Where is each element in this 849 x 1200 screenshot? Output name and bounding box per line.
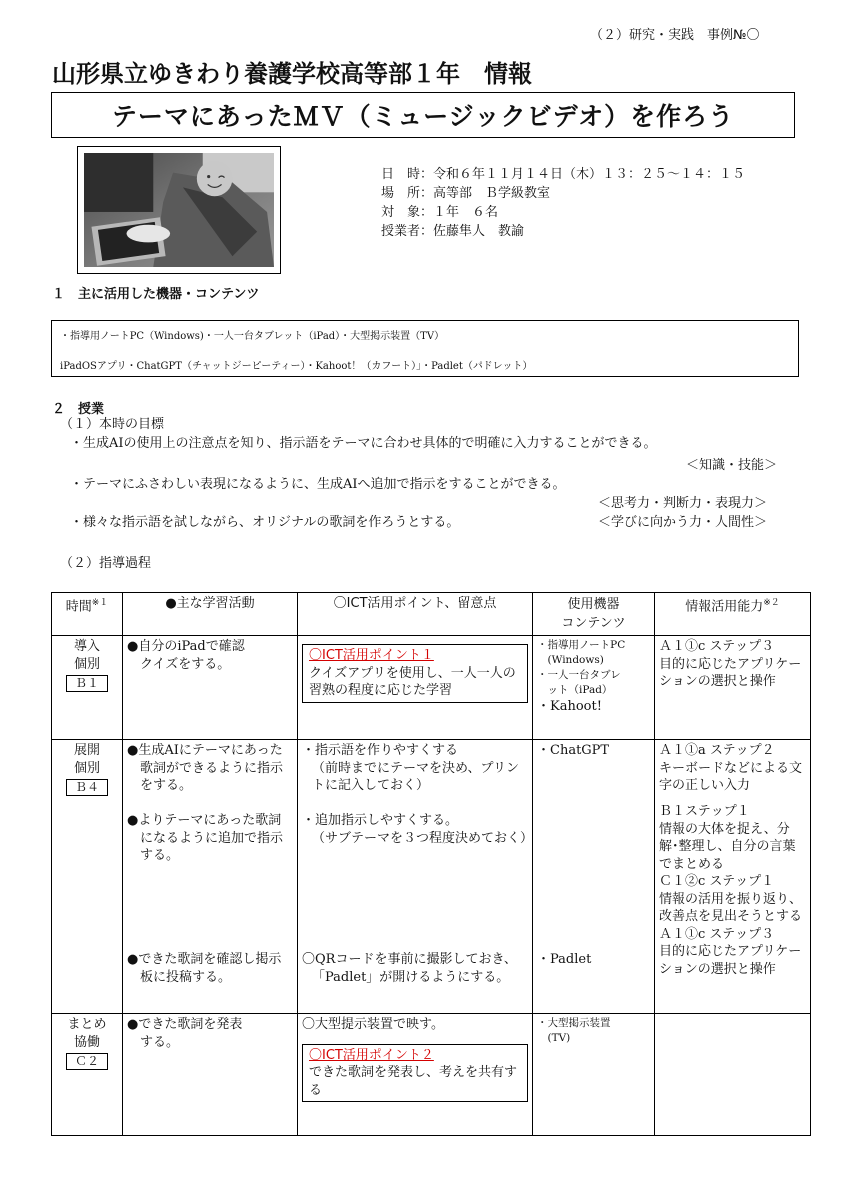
goal-2: ・テーマにふさわしい表現になるように、生成AIへ追加で指示をすることができる。 [70, 477, 566, 492]
equipment-line-1: ・指導用ノートPC（Windows)・一人一台タブレット（iPad）・大型掲示装置（TV） [60, 331, 445, 342]
page-category-tag: （２）研究・実践 事例№〇 [590, 28, 760, 43]
equipment-box [51, 320, 799, 377]
lesson-teacher: 授業者：佐藤隼人 教諭 [381, 224, 525, 239]
school-title: 山形県立ゆきわり養護学校高等部１年 情報 [52, 60, 532, 88]
section1-heading: １ 主に活用した機器・コンテンツ [52, 287, 260, 302]
lesson-target: 対 象：１年 ６名 [381, 205, 499, 220]
lesson-date: 日 時：令和６年１１月１４日（木）１３：２５～１４：１５ [381, 167, 746, 182]
header-time: 時間$^{※1}$ [52, 593, 123, 636]
row2-code: Ｂ４ [66, 779, 108, 796]
row1-activity: ●自分のiPadで確認 クイズをする。 [123, 636, 298, 740]
row3-ict: 〇大型提示装置で映す。 〇ICT活用ポイント２ できた歌詞を発表し、考えを共有する [298, 1014, 533, 1136]
goal-3-tag: ＜学びに向かう力・人間性＞ [598, 515, 768, 530]
table-row [52, 636, 811, 740]
table-row [52, 1014, 811, 1136]
goal-3: ・様々な指示語を試しながら、オリジナルの歌詞を作ろうとする。 [70, 515, 460, 530]
process-subheading: （２）指導過程 [60, 556, 152, 571]
row2-device: ・ChatGPT ・Padlet [533, 740, 655, 1014]
table-row [52, 740, 811, 1014]
row1-ability: Ａ１①c ステップ３ 目的に応じたアプリケーションの選択と操作 [655, 636, 811, 740]
row3-code: Ｃ２ [66, 1053, 108, 1070]
table-header-row [52, 593, 811, 636]
goal-2-tag: ＜思考力・判断力・表現力＞ [598, 496, 768, 511]
lesson-place: 場 所：高等部 Ｂ学級教室 [381, 186, 551, 201]
header-ict: 〇ICT活用ポイント、留意点 [298, 593, 533, 636]
row1-time: 導入 個別 Ｂ１ [52, 636, 123, 740]
row3-time: まとめ 協働 Ｃ２ [52, 1014, 123, 1136]
row2-time: 展開 個別 Ｂ４ [52, 740, 123, 1014]
row2-activity: ●生成AIにテーマにあった歌詞ができるように指示をする。 ●よりテーマにあった歌詞になるように追加で指示する。 ●できた歌詞を確認し掲示板に投稿する。 [123, 740, 298, 1014]
ict-point-1-box [302, 644, 528, 703]
row3-activity: ●できた歌詞を発表 する。 [123, 1014, 298, 1136]
row1-code: Ｂ１ [66, 675, 108, 692]
row3-device: ・大型掲示装置 (TV) [533, 1014, 655, 1136]
lesson-process-table [51, 592, 811, 1136]
ict-point-2-body: できた歌詞を発表し、考えを共有する [309, 1065, 518, 1098]
row1-device: ・指導用ノートPC (Windows) ・一人一台タブレ ット（iPad） ・Kahoot! [533, 636, 655, 740]
ict-point-2-box [302, 1044, 528, 1103]
classroom-photo-image [84, 153, 274, 267]
classroom-photo [77, 146, 281, 274]
ict-point-1-body: クイズアプリを使用し、一人一人の習熟の程度に応じた学習 [309, 665, 516, 698]
header-ability: 情報活用能力$^{※2}$ [655, 593, 811, 636]
row1-ict [298, 636, 533, 740]
goal-1-tag: ＜知識・技能＞ [686, 458, 778, 473]
row2-ability: Ａ１①a ステップ２ キーボードなどによる文字の正しい入力 Ｂ１ステップ１ 情報の大体を捉え、分解･整理し、自分の言葉でまとめる Ｃ１②c ステップ１ 情報の活用を振り返り、改善点を見出そうとする Ａ１①c ステップ３ 目的に応じたアプリケーションの選択と操作 [655, 740, 811, 1014]
lesson-info [381, 165, 745, 241]
ict-point-2-title: 〇ICT活用ポイント２ [309, 1047, 434, 1063]
header-activity: ●主な学習活動 [123, 593, 298, 636]
section2-heading: ２ 授業 [52, 402, 105, 417]
row2-ict: ・指示語を作りやすくする （前時までにテーマを決め、プリントに記入しておく） ・追加指示しやすくする。 （サブテーマを３つ程度決めておく） 〇QRコードを事前に撮影しておき、「Padlet」が開けるようにする。 [298, 740, 533, 1014]
lesson-theme-title: テーマにあったＭＶ（ミュージックビデオ）を作ろう [51, 92, 795, 138]
goal-subheading: （１）本時の目標 [60, 417, 165, 432]
ict-point-1-title: 〇ICT活用ポイント１ [309, 648, 434, 663]
equipment-line-2: iPadOSアプリ・ChatGPT（チャットジーピーティー）・Kahoot！（カフート）」・Padlet（パドレット） [60, 361, 533, 372]
goal-1: ・生成AIの使用上の注意点を知り、指示語をテーマに合わせ具体的で明確に入力することができる。 [70, 436, 657, 451]
row3-ability [655, 1014, 811, 1136]
header-device: 使用機器 コンテンツ [533, 593, 655, 636]
